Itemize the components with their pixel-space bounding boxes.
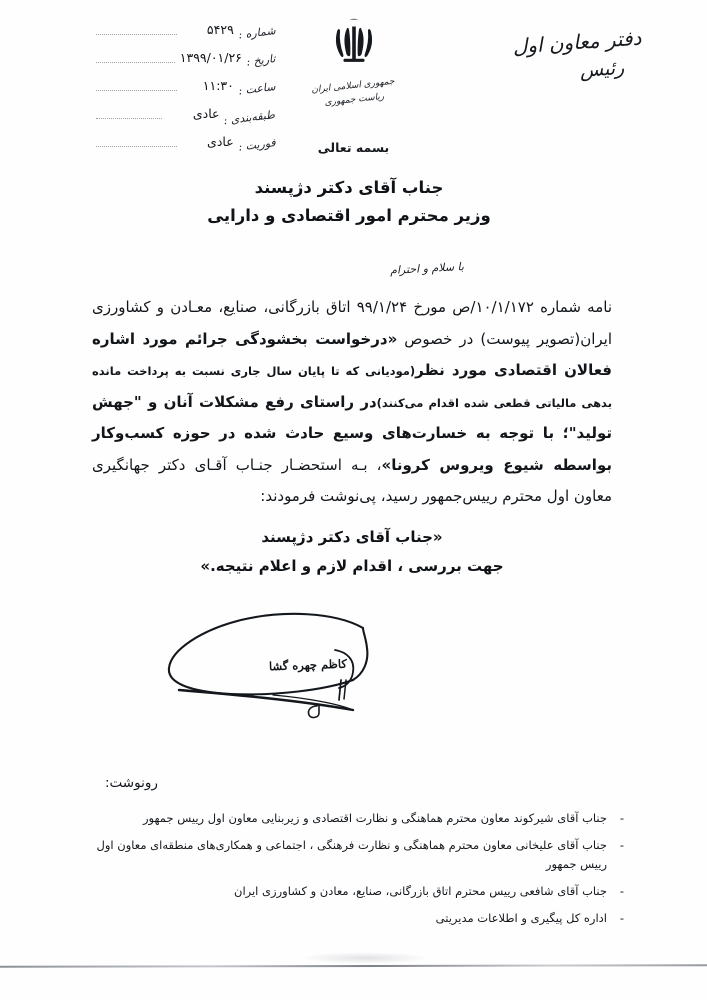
addressee-name: جناب آقای دکتر دژپسند — [254, 178, 444, 197]
scan-smudge — [300, 952, 430, 964]
body-segment-3: (مودیانی که تا پایان سال جاری نسبت به پرداخت مانده بدهی مالیاتی قطعی شده اقدام می‌کنند) — [92, 364, 613, 410]
cc-title: رونوشت: — [105, 775, 158, 791]
emblem-caption-line-2: ریاست جمهوری — [323, 91, 385, 108]
signatory-name: کاظم چهره گشا — [268, 656, 348, 674]
addressee-block — [69, 178, 629, 234]
body-segment-2: «درخواست بخشودگی جرائم مورد اشاره فعالان اقتصادی مورد نظر — [92, 329, 612, 379]
metadata-label-time: ساعت : — [237, 80, 276, 98]
scan-edge-line — [0, 964, 707, 967]
cc-list-item — [67, 882, 627, 901]
metadata-label-number: شماره : — [237, 24, 276, 42]
body-segment-4: در راستای رفع مشکلات آنان و "جهش تولید"؛ با توجه به خسارت‌های وسیع حادث شده در حوزه کسب‌وکار بواسطه شیوع ویروس کرونا» — [92, 392, 612, 474]
cc-item-text: جناب آقای علیخانی معاون محترم هماهنگی و نظارت فرهنگی ، اجتماعی و همکاری‌های منطقه‌ای معاون اول ریيس جمهور — [96, 837, 607, 871]
metadata-rule-number — [96, 25, 177, 35]
metadata-row-date — [96, 50, 276, 69]
directive-line-1: «جناب آقای دکتر دژپسند — [261, 528, 443, 546]
directive-line-2: جهت بررسی ، اقدام لازم و اعلام نتیجه.» — [200, 557, 504, 575]
metadata-value-number: ۵۴۲۹ — [206, 22, 234, 37]
cc-section — [67, 775, 627, 936]
letter-metadata — [96, 22, 276, 162]
metadata-label-classification: طبقه‌بندی : — [223, 108, 276, 128]
letterhead — [0, 0, 707, 190]
metadata-row-classification — [96, 106, 276, 128]
cc-list — [67, 809, 627, 928]
directive-quote — [92, 528, 612, 586]
metadata-row-number — [96, 22, 276, 42]
metadata-row-urgency — [96, 134, 276, 154]
salutation-text: با سلام و احترام — [389, 260, 465, 277]
metadata-value-urgency: عادی — [207, 134, 234, 149]
iran-emblem-icon — [326, 16, 382, 78]
metadata-value-classification: عادی — [192, 106, 220, 121]
body-segment-1: نامه شماره ۱۰/۱/۱۷۲/ص مورخ ۹۹/۱/۲۴ اتاق بازرگانی، صنایع، معـادن و کشاورزی ایران(تصویر پیوست) در خصوص — [92, 298, 613, 348]
letter-body — [92, 292, 612, 513]
body-segment-5: ، بـه استحضـار جنـاب آقـای دکتر جهانگیری معاون اول محترم رییس‌جمهور رسید، پی‌نوشت فرمودند: — [92, 455, 612, 505]
office-note-line-1: دفتر معاون اول — [511, 25, 643, 59]
metadata-rule-classification — [96, 109, 162, 119]
signature-block — [147, 606, 407, 726]
metadata-rule-date — [96, 53, 175, 63]
cc-bullet-dash: - — [619, 910, 625, 925]
office-note-line-2: رئیس — [579, 56, 625, 82]
metadata-rule-time — [96, 81, 177, 91]
cc-list-item — [67, 909, 627, 928]
metadata-label-date: تاریخ : — [245, 52, 276, 69]
cc-list-item — [67, 836, 627, 874]
emblem-caption-line-1: جمهوری اسلامی ایران — [310, 76, 395, 96]
cc-item-text: اداره کل پیگیری و اطلاعات مدیریتی — [435, 910, 607, 925]
basmala-text: بسمه تعالی — [317, 140, 390, 155]
cc-item-text: جناب آقای شیرکوند معاون محترم هماهنگی و نظارت اقتصادی و زیربنایی معاون اول ریيس جمهور — [142, 811, 607, 825]
metadata-rule-urgency — [96, 137, 177, 147]
cc-bullet-dash: - — [619, 883, 625, 898]
metadata-value-date: ۱۳۹۹/۰۱/۲۶ — [179, 50, 242, 65]
cc-bullet-dash: - — [619, 837, 625, 852]
cc-bullet-dash: - — [619, 811, 625, 825]
cc-list-item — [67, 809, 627, 828]
cc-item-text: جناب آقای شافعی ریيس محترم اتاق بازرگانی، صنایع، معادن و کشاورزی ایران — [234, 883, 607, 898]
addressee-title: وزیر محترم امور اقتصادی و دارایی — [207, 206, 491, 225]
metadata-row-time — [96, 78, 276, 98]
metadata-label-urgency: فوریت : — [237, 136, 276, 154]
metadata-value-time: ۱۱:۳۰ — [202, 78, 234, 93]
emblem-caption — [311, 76, 397, 112]
